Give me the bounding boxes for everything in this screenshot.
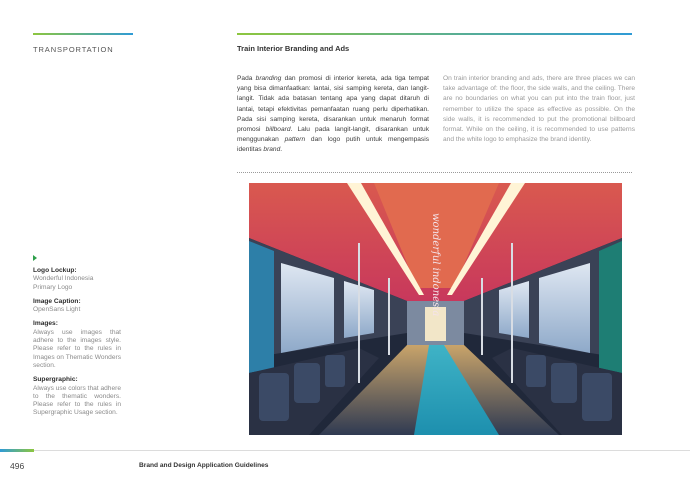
body-id-italic: billboard [265, 126, 291, 134]
note-line: Wonderful Indonesia [33, 275, 94, 283]
body-id-part: dan promosi di interior kereta, ada tiga tempat yang bisa dimanfaatkan: lantai, sisi samping kereta, dan langit-langit. Tidak ada batasan tentang apa yang dapat ditaruh di lantai, tetapi efektivitas pemanfaatan ruang perlu diperhatikan. Pada sisi samping kereta, disarankan untuk menaruh format promosi [237, 75, 429, 134]
ceiling-brand-text: wonderful indonesia [430, 213, 441, 317]
page-number: 496 [10, 461, 25, 471]
body-id-part: Pada [237, 75, 256, 82]
footer-title: Brand and Design Application Guidelines [139, 462, 269, 469]
body-id-italic: brand [263, 146, 281, 154]
note-supergraphic [33, 376, 121, 417]
header-rule-left [33, 33, 133, 35]
note-logo-lockup [33, 267, 121, 292]
page-title: Train Interior Branding and Ads [237, 44, 350, 53]
note-image-caption [33, 298, 121, 315]
note-title: Logo Lockup : [33, 267, 121, 275]
body-id-part: dan logo putih untuk mengempasis identitas [237, 136, 429, 154]
body-id-part: . Lalu pada langit-langit, disarankan untuk menggunakan [237, 126, 429, 144]
notes-sidebar [33, 267, 121, 424]
note-images [33, 320, 121, 370]
note-title: Image Caption : [33, 298, 121, 306]
dotted-divider [237, 172, 632, 173]
section-label: TRANSPORTATION [33, 45, 114, 54]
note-title: Supergraphic : [33, 376, 121, 384]
header-rule-right [237, 33, 632, 35]
body-id-italic: branding [255, 75, 282, 82]
footer-rule [0, 450, 690, 451]
body-id-part: . [280, 146, 283, 154]
note-line: Primary Logo [33, 283, 73, 291]
note-line: Always use images that adhere to the images style. Please refer to the rules in Images on Thematic Wonders section. [33, 328, 121, 369]
footer-accent [0, 449, 34, 452]
body-text-indonesian [237, 74, 429, 156]
note-title: Images : [33, 320, 121, 328]
note-line: Always use colors that adhere to the thematic wonders. Please refer to the rules in Supergraphic Usage section. [33, 384, 121, 417]
body-id-italic: pattern [284, 136, 306, 144]
note-line: OpenSans Light [33, 306, 81, 314]
notes-marker-arrow [33, 255, 37, 261]
body-text-english: On train interior branding and ads, there are three places we can take advantage of: the floor, the side walls, and the ceiling. There are no boundaries on what you can put into the train floor, just remember to utilize the space as effective as possible. On the side walls, it is recommended to put the promotional billboard format. While on the ceiling, it is recommended to use patterns and the white logo to emphasize the brand identity. [443, 75, 635, 144]
train-interior-photo [249, 183, 622, 435]
